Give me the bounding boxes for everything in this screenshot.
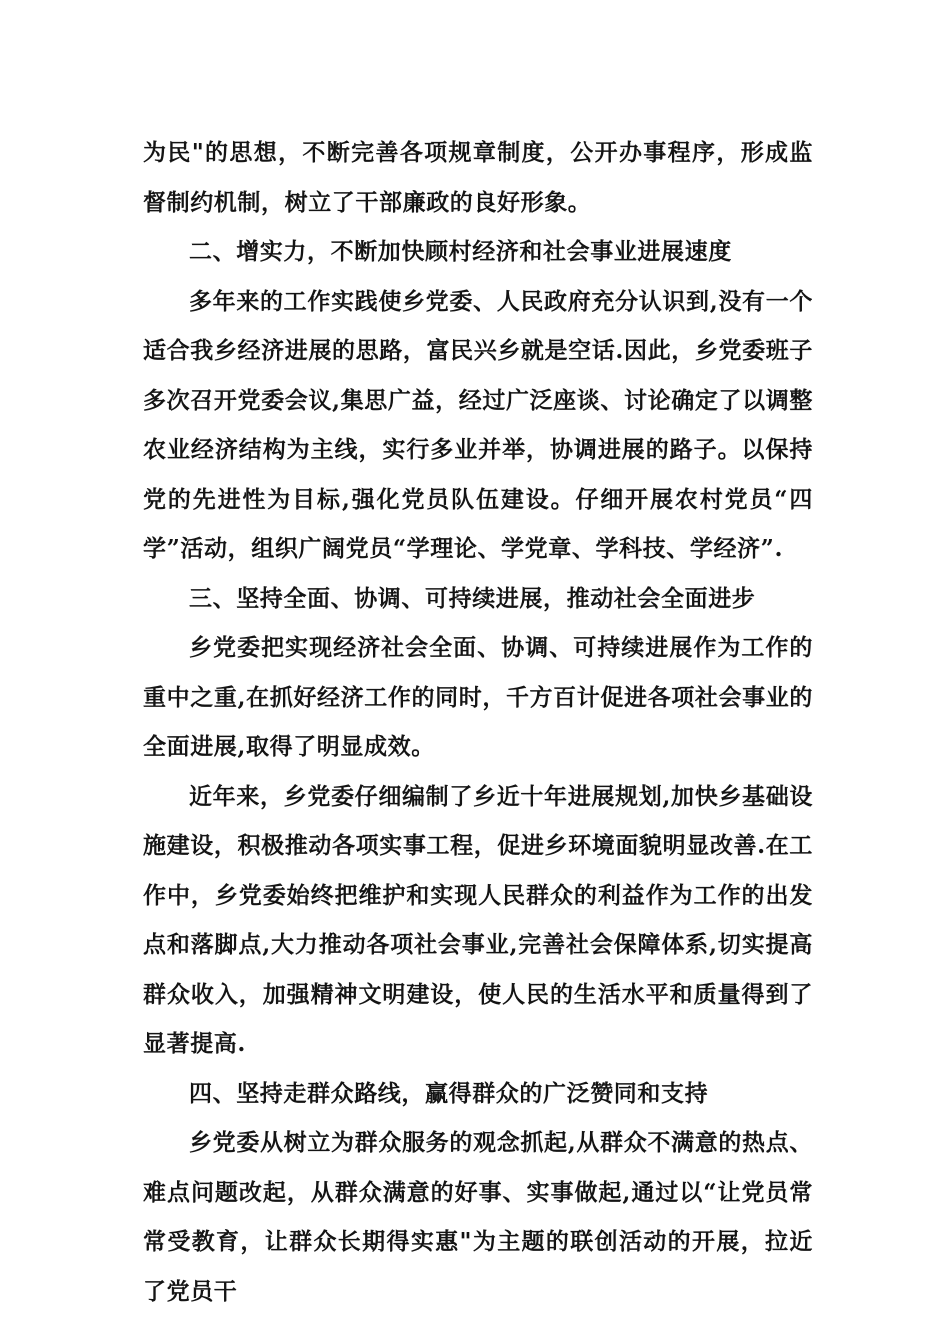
paragraph-social-development: 乡党委把实现经济社会全面、协调、可持续进展作为工作的重中之重,在抓好经济工作的同时，千方百计促进各项社会事业的全面进展,取得了明显成效。 [143, 634, 813, 760]
paragraph-continuation: 为民"的思想，不断完善各项规章制度，公开办事程序，形成监督制约机制，树立了干部廉政的良好形象。 [143, 139, 813, 216]
document-body [143, 128, 813, 1316]
paragraph-recent-years: 近年来，乡党委仔细编制了乡近十年进展规划,加快乡基础设施建设，积极推动各项实事工程，促进乡环境面貌明显改善.在工作中，乡党委始终把维护和实现人民群众的利益作为工作的出发点和落脚点,大力推动各项社会事业,完善社会保障体系,切实提高群众收入，加强精神文明建设，使人民的生活水平和质量得到了显著提高. [143, 782, 813, 1057]
paragraph-economic-strategy: 多年来的工作实践使乡党委、人民政府充分认识到,没有一个适合我乡经济进展的思路，富民兴乡就是空话.因此，乡党委班子多次召开党委会议,集思广益，经过广泛座谈、讨论确定了以调整农业经济结构为主线，实行多业并举，协调进展的路子。以保持党的先进性为目标,强化党员队伍建设。仔细开展农村党员“四学”活动，组织广阔党员“学理论、学党章、学科技、学经济”. [143, 287, 813, 562]
section-heading-3: 三、坚持全面、协调、可持续进展，推动社会全面进步 [189, 584, 756, 612]
section-heading-4: 四、坚持走群众路线，赢得群众的广泛赞同和支持 [189, 1079, 709, 1107]
section-heading-2: 二、增实力，不断加快顾村经济和社会事业进展速度 [189, 238, 732, 265]
paragraph-mass-line: 乡党委从树立为群众服务的观念抓起,从群众不满意的热点、难点问题改起，从群众满意的好事、实事做起,通过以“让党员常常受教育，让群众长期得实惠"为主题的联创活动的开展，拉近了党员干 [143, 1129, 813, 1305]
